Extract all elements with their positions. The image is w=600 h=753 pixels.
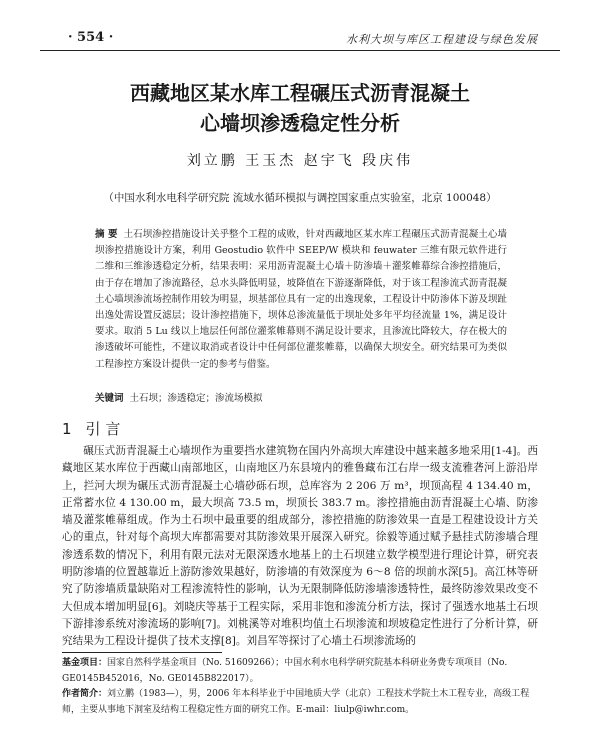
body-paragraph: 碾压式沥青混凝土心墙坝作为重要挡水建筑物在国内外高坝大库建设中越来越多地采用[1-4]。西藏地区某水库位于西藏山南部地区，山南地区乃东县境内的雅鲁藏布江右岸一级支流雅砻河上游沿岸上，拦河大坝为碾压式沥青混凝土心墙砂砾石坝，总库容为 2 206 万 m³，坝顶高程 4 134.40 m，正常蓄水位 4 130.00 m，最大坝高 73.5 m，坝顶长 383.7 m。渗控措施由沥青混凝土心墙、防渗墙及灌浆帷幕组成。作为土石坝中最重要的组成部分，渗控措施的防渗效果一直是工程建设设计方关心的重点，针对每个高坝大库都需要对其防渗效果开展深入研究。徐毅等通过赋予悬挂式防渗墙合理渗透系数的情况下，利用有限元法对无限深透水地基上的土石坝建立数学模型进行理论计算，研究表明防渗墙的位置越靠近上游防渗效果越好，防渗墙的有效深度为 6～8 倍的坝前水深[5]。高江林等研究了防渗墙质量缺陷对工程渗流特性的影响，认为无限制降低防渗墙渗透特性，最终防渗效果改变不大但成本增加明显[6]。刘晓庆等基于工程实际，采用非饱和渗流分析方法，探讨了强透水地基土石坝下游排渗系统对渗流场的影响[7]。刘桃溪等对堆积均值土石坝渗流和坝坡稳定性进行了分析计算，研究结果为工程设计提供了技术支撑[8]。刘昌军等探讨了心墙土石坝渗流场的 — [62, 445, 538, 648]
paper-title — [40, 78, 560, 138]
abstract-text: 土石坝渗控措施设计关乎整个工程的成败，针对西藏地区某水库工程碾压式沥青混凝土心墙坝渗控措施设计方案，利用 Geostudio 软件中 SEEP/W 模块和 feuwater 三维有限元软件进行二维和三维渗透稳定分析，结果表明：采用沥青混凝土心墙＋防渗墙＋灌浆帷幕综合渗控措施后，由于存在增加了渗流路径，总水头降低明显，坡降值在下游逐渐降低，对于该工程渗流式沥青混凝土心墙坝渗流场控制作用较为明显，坝基部位具有一定的出逸现象，工程设计中防渗体下游及坝趾出逸处需设置反滤层；设计渗控措施下，坝体总渗流量低于坝址处多年平均径流量 1%，满足设计要求。取消 5 Lu 线以上地层任何部位灌浆帷幕则不满足设计要求，且渗流比降较大，存在极大的渗透破坏可能性，不建议取消或者设计中任何部位灌浆帷幕，以确保大坝安全。研究结果可为类似工程渗控方案设计提供一定的参考与借鉴。 — [95, 229, 507, 370]
funding-label: 基金项目： — [62, 658, 108, 668]
affiliation: （中国水利水电科学研究院 流域水循环模拟与调控国家重点实验室，北京 100048） — [103, 192, 497, 204]
abstract-label: 摘 要 — [95, 229, 118, 240]
author-list: 刘立鹏 王玉杰 赵宇飞 段庆伟 — [186, 153, 414, 169]
section-heading — [62, 418, 120, 439]
header-rule — [40, 50, 560, 51]
keywords-label: 关键词 — [95, 393, 124, 404]
running-header — [40, 30, 560, 50]
title-line-1: 西藏地区某水库工程碾压式沥青混凝土 — [130, 81, 470, 105]
section-title: 引 言 — [85, 420, 121, 438]
title-line-2: 心墙坝渗透稳定性分析 — [200, 111, 400, 135]
funding-text: 国家自然科学基金项目（No. 51609266）；中国水利水电科学研究院基本科研业务费专项项目（No. GE0145B452016，No. GE0145B822017）。 — [62, 658, 508, 684]
author-bio-text: 刘立鹏（1983—），男，2006 年本科毕业于中国地质大学（北京）工程技术学院土木工程专业，高级工程师，主要从事地下洞室及结构工程稳定性方面的研究工作。E-mail：liulp@iwhr.com。 — [62, 689, 530, 715]
abstract — [95, 227, 507, 373]
keywords-text: 土石坝；渗透稳定；渗流场模拟 — [129, 393, 263, 404]
journal-title: 水利大坝与库区工程建设与绿色发展 — [346, 33, 538, 46]
author-bio-label: 作者简介： — [62, 689, 108, 699]
page-number: · 554 · — [68, 30, 114, 45]
footnotes — [62, 656, 538, 718]
funding-note — [62, 656, 538, 687]
footnote-rule — [62, 652, 222, 653]
author-bio — [62, 687, 538, 718]
keywords — [95, 391, 507, 407]
section-number: 1 — [62, 420, 72, 438]
